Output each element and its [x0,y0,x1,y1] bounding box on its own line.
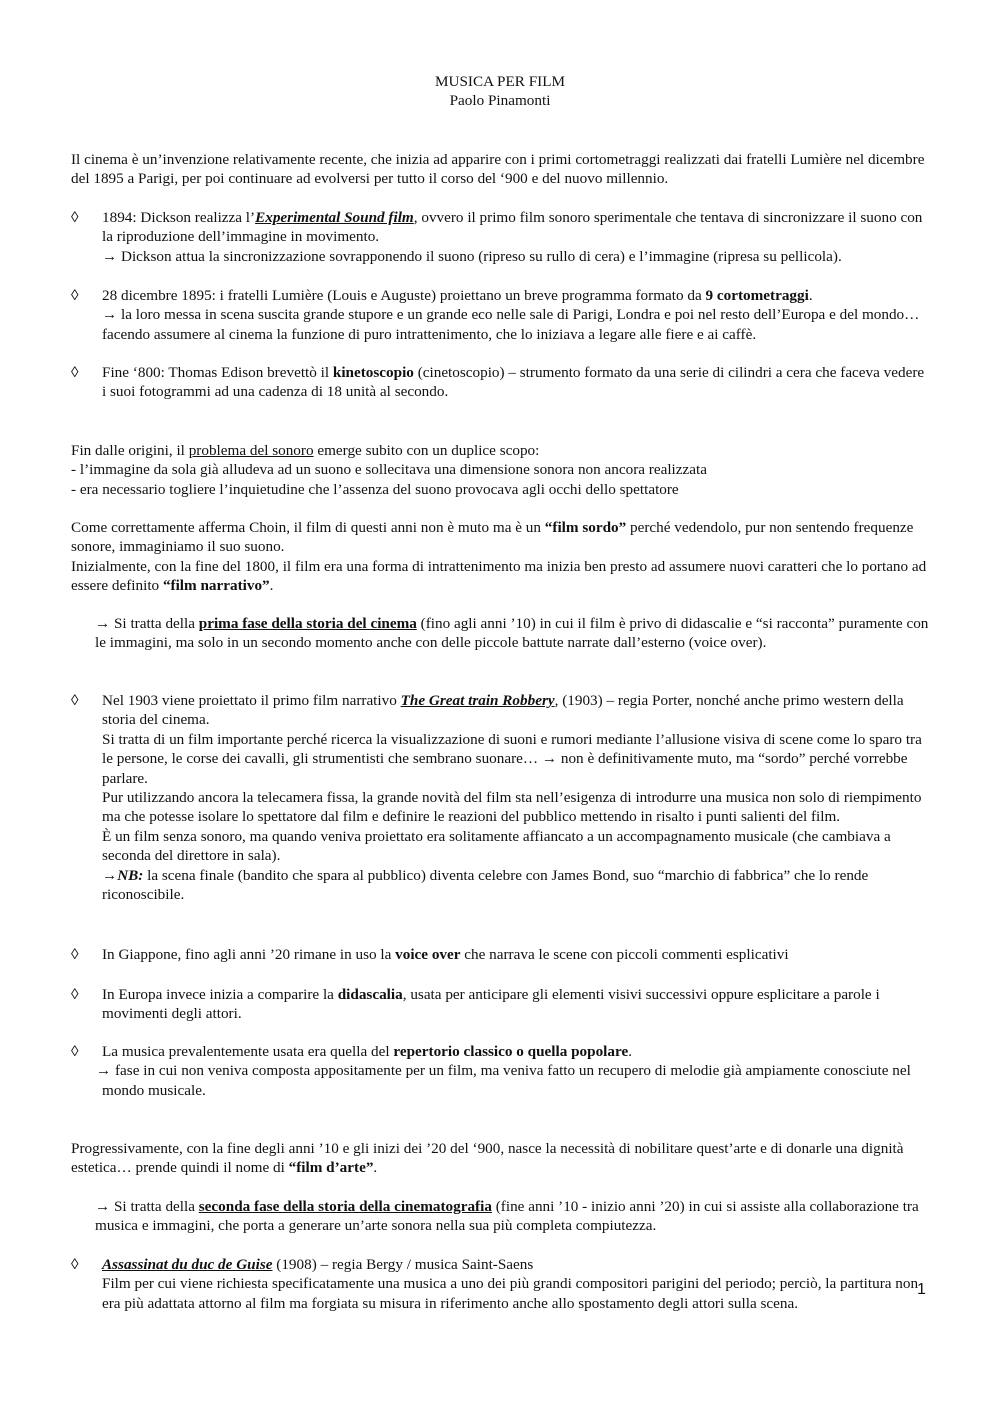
second-phase-paragraph: → Si tratta della seconda fase della storia della cinematografia (fine anni ’10 - inizio anni ’20) in cui si assiste alla collaborazione tra musica e immagini, che porta a generare un’arte sonora nella sua più completa compiutezza. [95,1198,919,1235]
document-header [0,72,1000,111]
film-title: Assassinat du duc de Guise [102,1256,273,1273]
bullet-body: Fine ‘800: Thomas Edison brevettò il kinetoscopio (cinetoscopio) – strumento formato da una serie di cilindri a cera che faceva vedere i suoi fotogrammi ad una cadenza di 18 unità al secondo. [102,364,925,401]
arrow-icon: → [102,306,118,324]
arrow-icon: → [102,866,118,884]
arrow-icon: → [541,750,558,768]
arrow-icon: → [96,1062,112,1080]
bullet-icon: ◊ [71,1043,79,1060]
bullet-body: Assassinat du duc de Guise (1908) – regia Bergy / musica Saint-Saens Film per cui viene richiesta specificatamente una musica a uno dei più grandi compositori parigini del periodo; perciò, la partitura non era più adattata attorno al film ma forgiata su misura in riferimento anche allo spostamento degli attori sulla scena. [102,1256,919,1312]
arrow-icon: → [95,1198,111,1215]
bullet-icon: ◊ [71,946,79,963]
bullet-icon: ◊ [71,692,79,709]
bullet-body: In Europa invece inizia a comparire la didascalia, usata per anticipare gli elementi visivi successivi oppure esplicitare a parole i movimenti degli attori. [102,986,880,1023]
bullet-body: Nel 1903 viene proiettato il primo film narrativo The Great train Robbery, (1903) – regia Porter, nonché anche primo western della storia del cinema. Si tratta di un film importante perché ricerca la visualizzazione di suoni e rumori mediante l’allusione visiva di scene come lo sparo tra le persone, le corse dei cavalli, gli strumentisti che sembrano suonare… → non è definitivamente muto, ma “sordo” perché vorrebbe parlare. Pur utilizzando ancora la telecamera fissa, la grande novità del film sta nell’esigenza di introdurre una musica non solo di riempimento ma che potesse isolare lo spettatore dal film e definire le reazioni del pubblico mettendo in risalto i punti salienti del film. È un film senza sonoro, ma quando veniva proiettato era solitamente affiancato a un accompagnamento musicale (che cambiava a seconda del direttore in sala). →NB: la scena finale (bandito che spara al pubblico) diventa celebre con James Bond, suo “marchio di fabbrica” che lo rende riconoscibile. [102,692,922,904]
film-d-arte-paragraph: Progressivamente, con la fine degli anni ’10 e gli inizi dei ’20 del ‘900, nasce la necessità di nobilitare quest’arte e di donarle una dignità estetica… prende quindi il nome di “film d’arte”. [71,1140,904,1177]
choin-paragraph: Come correttamente afferma Choin, il film di questi anni non è muto ma è un “film sordo” perché vedendolo, pur non sentendo frequenze sonore, immaginiamo il suo suono. Inizialmente, con la fine del 1800, il film era una forma di intrattenimento ma inizia ben presto ad assumere nuovi caratteri che lo portano ad essere definito “film narrativo”. [71,519,927,595]
bullet-body: La musica prevalentemente usata era quella del repertorio classico o quella popolare. → fase in cui non veniva composta appositamente per un film, ma veniva fatto un recupero di melodie già ampiamente conosciute nel mondo musicale. [96,1043,911,1099]
film-title: Experimental Sound film [255,209,414,226]
document-title: MUSICA PER FILM [435,73,565,90]
bullet-icon: ◊ [71,209,79,226]
arrow-icon: → [102,247,118,265]
film-title: The Great train Robbery [400,692,555,709]
bullet-body: 1894: Dickson realizza l’Experimental Sound film, ovvero il primo film sonoro sperimentale che tentava di sincronizzare il suono con la riproduzione dell’immagine in movimento. → Dickson attua la sincronizzazione sovrapponendo il suono (ripreso su rullo di cera) e l’immagine (ripresa su pellicola). [102,209,923,265]
sound-problem-paragraph: Fin dalle origini, il problema del sonoro emerge subito con un duplice scopo: - l’immagine da sola già alludeva ad un suono e sollecitava una dimensione sonora non ancora realizzata - era necessario togliere l’inquietudine che l’assenza del suono provocava agli occhi dello spettatore [71,442,707,498]
bullet-body: 28 dicembre 1895: i fratelli Lumière (Louis e Auguste) proiettano un breve programma formato da 9 cortometraggi. → la loro messa in scena suscita grande stupore e un grande eco nelle sale di Parigi, Londra e poi nel resto dell’Europa e del mondo… facendo assumere al cinema la funzione di puro intrattenimento, che lo iniziava a legare alle fiere e ai caffè. [102,287,920,343]
arrow-icon: → [95,615,111,632]
intro-paragraph: Il cinema è un’invenzione relativamente recente, che inizia ad apparire con i primi cortometraggi realizzati dai fratelli Lumière nel dicembre del 1895 a Parigi, per poi continuare ad evolversi per tutto il corso del ‘900 e del nuovo millennio. [71,151,925,188]
bullet-body: In Giappone, fino agli anni ’20 rimane in uso la voice over che narrava le scene con piccoli commenti esplicativi [102,946,789,963]
document-author: Paolo Pinamonti [449,92,551,110]
bullet-icon: ◊ [71,287,79,304]
page-number: 1 [917,1281,926,1298]
first-phase-paragraph: → Si tratta della prima fase della storia del cinema (fino agli anni ’10) in cui il film è privo di didascalie e “si racconta” puramente con le immagini, ma solo in un secondo momento anche con delle piccole battute narrate dall’esterno (voice over). [95,615,929,652]
bullet-icon: ◊ [71,986,79,1003]
bullet-icon: ◊ [71,364,79,381]
bullet-icon: ◊ [71,1256,79,1273]
